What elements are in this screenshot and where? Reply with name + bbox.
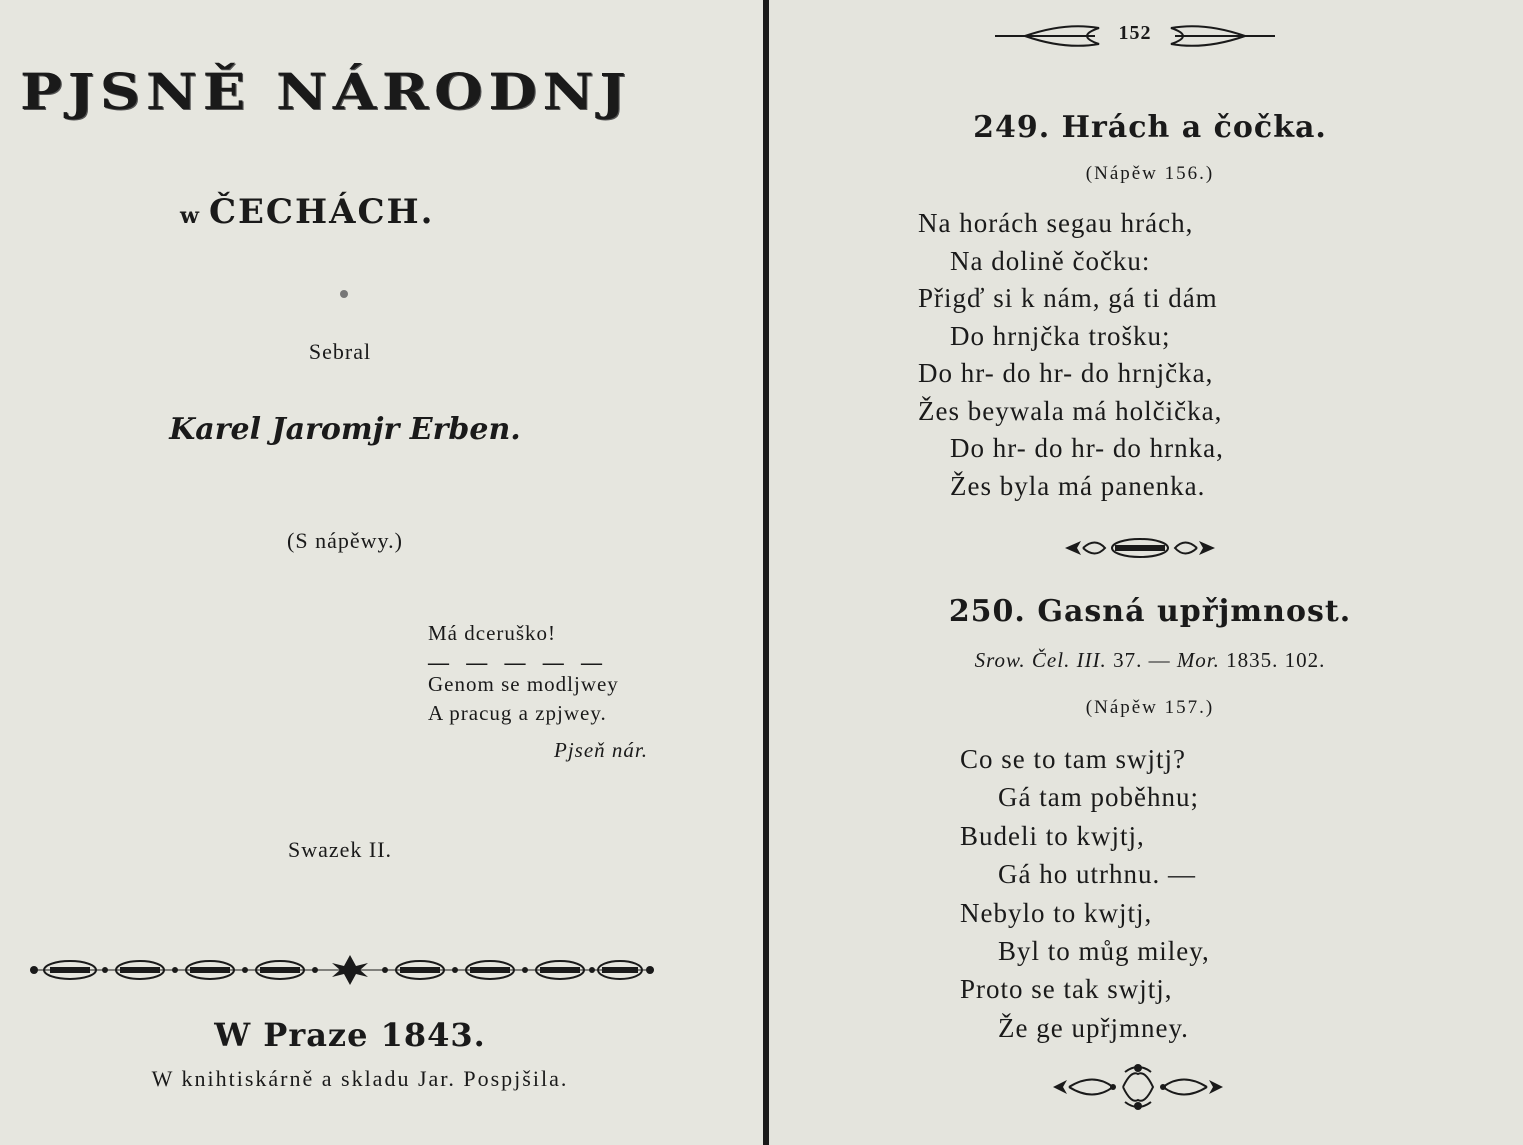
section-divider-ornament	[1065, 535, 1215, 561]
lyric-line: Do hr- do hr- do hrnjčka,	[918, 358, 1214, 388]
song-title: 250. Gasná upřjmnost.	[948, 594, 1352, 629]
page-header	[995, 18, 1275, 54]
lyric-line: Proto se tak swjtj,	[960, 974, 1173, 1005]
song-lyrics	[918, 208, 1224, 508]
epigraph-dashes: — — — — —	[428, 650, 608, 674]
ornament-dot	[340, 290, 348, 298]
imprint-place-year: W Praze 1843.	[214, 1016, 486, 1054]
page-number: 152	[1118, 22, 1152, 44]
ref-part: 37. —	[1113, 648, 1171, 672]
lyric-line: Na horách segau hrách,	[918, 208, 1194, 238]
lyric-line: Přigď si k nám, gá ti dám	[918, 283, 1218, 313]
book-title: PJSNĚ NÁRODNJ	[20, 62, 632, 121]
lyric-line: Do hr- do hr- do hrnka,	[950, 433, 1224, 463]
end-ornament	[1053, 1062, 1223, 1112]
epigraph-line: Genom se modljwey	[428, 672, 619, 696]
collected-by: Sebral	[308, 339, 372, 364]
lyric-line: Gá tam poběhnu;	[998, 782, 1199, 813]
lyric-line: Co se to tam swjtj?	[960, 744, 1186, 774]
with-tunes-note: (S nápěwy.)	[287, 528, 403, 553]
epigraph-source: Pjseň nár.	[554, 738, 648, 762]
imprint-printer: W knihtiskárně a skladu Jar. Pospjšila.	[151, 1066, 569, 1091]
epigraph-line: Má dceruško!	[428, 621, 557, 645]
song-title: 249. Hrách a čočka.	[973, 110, 1327, 145]
ref-part: Mor.	[1176, 648, 1220, 672]
author-name: Karel Jaromjr Erben.	[169, 412, 521, 447]
song-lyrics	[960, 744, 1210, 1051]
book-subtitle	[180, 192, 510, 232]
epigraph-line: A pracug a zpjwey.	[428, 701, 607, 725]
decorative-ornament-band	[20, 953, 664, 987]
lyric-line: Budeli to kwjtj,	[960, 820, 1145, 851]
song-page	[770, 0, 1523, 1145]
tune-reference: (Nápěw 157.)	[1085, 697, 1215, 718]
lyric-line: Nebylo to kwjtj,	[960, 897, 1153, 928]
lyric-line: Na dolině čočku:	[950, 245, 1151, 276]
epigraph	[428, 621, 688, 767]
lyric-line: Žes byla má panenka.	[950, 470, 1206, 501]
subtitle-text: ČECHÁCH.	[208, 192, 435, 232]
lyric-line: Žes beywala má holčička,	[918, 395, 1223, 426]
ref-part: Srow. Čel. III.	[974, 648, 1107, 672]
lyric-line: Gá ho utrhnu. —	[998, 859, 1196, 890]
subtitle-prefix: w	[180, 203, 199, 229]
lyric-line: Že ge upřjmney.	[998, 1012, 1189, 1043]
book-spine	[763, 0, 769, 1145]
header-ornament-right	[1165, 18, 1275, 54]
tune-reference: (Nápěw 156.)	[1085, 163, 1215, 184]
ref-part: 1835. 102.	[1226, 648, 1326, 672]
song-references	[860, 648, 1440, 673]
lyric-line: Byl to můg miley,	[998, 935, 1210, 966]
volume-label: Swazek II.	[287, 837, 393, 862]
lyric-line: Do hrnjčka trošku;	[950, 320, 1171, 351]
